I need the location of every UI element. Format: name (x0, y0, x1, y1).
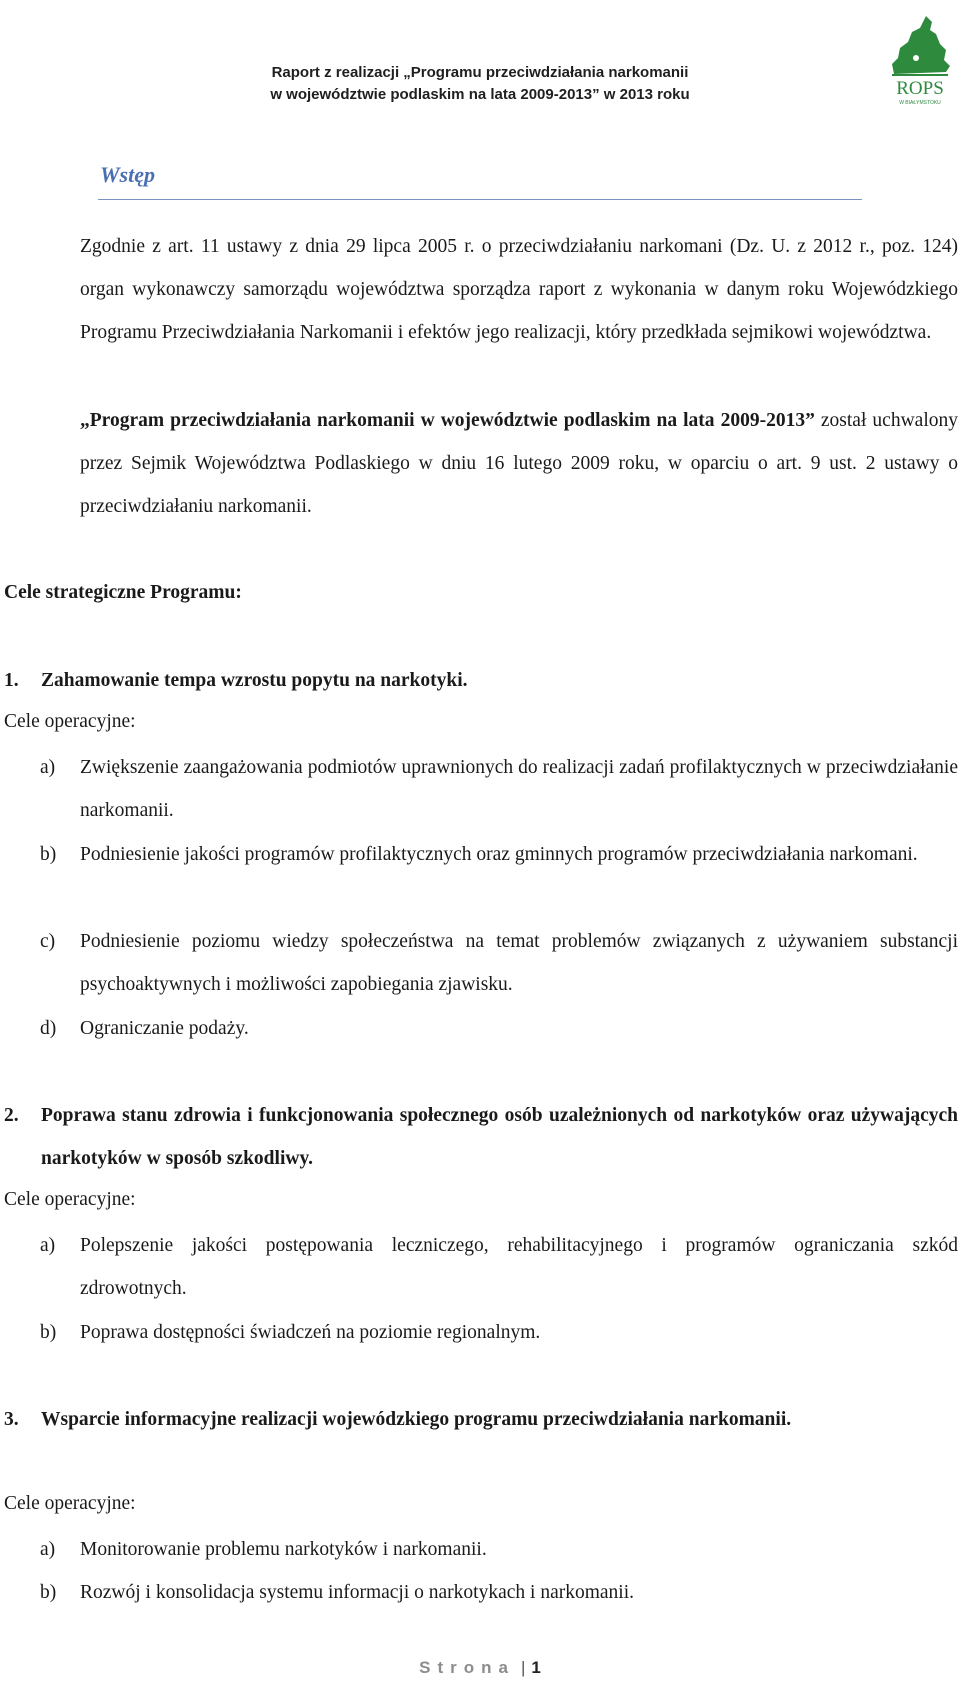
document-header (0, 62, 960, 106)
item-marker: a) (40, 757, 56, 778)
goal-1-item-c (40, 920, 958, 1006)
page-footer (0, 1658, 960, 1678)
logo-text: ROPS (896, 78, 944, 99)
item-text: Poprawa dostępności świadczeń na poziomie regionalnym. (80, 1322, 541, 1343)
item-text: Podniesienie jakości programów profilaktycznych oraz gminnych programów przeciwdziałania narkomani. (80, 844, 918, 865)
item-text: Monitorowanie problemu narkotyków i narkomanii. (80, 1539, 487, 1560)
item-text: Polepszenie jakości postępowania leczniczego, rehabilitacyjnego i programów ograniczania szkód zdrowotnych. (80, 1235, 958, 1299)
item-text: Zwiększenie zaangażowania podmiotów uprawnionych do realizacji zadań profilaktycznych w przeciwdziałanie narkomanii. (80, 757, 958, 821)
goal-3-title: Wsparcie informacyjne realizacji wojewódzkiego programu przeciwdziałania narkomanii. (41, 1409, 792, 1430)
item-marker: b) (40, 844, 57, 865)
item-marker: b) (40, 1322, 57, 1343)
header-line-1: Raport z realizacji „Programu przeciwdziałania narkomanii (271, 64, 689, 81)
goal-1-item-d (40, 1007, 958, 1050)
strategic-goal-3 (4, 1398, 958, 1441)
item-marker: d) (40, 1018, 57, 1039)
goal-1-item-b (40, 833, 958, 876)
strategic-goals-heading: Cele strategiczne Programu: (4, 582, 242, 603)
item-marker: b) (40, 1582, 57, 1603)
goal-3-item-a (40, 1528, 958, 1571)
operational-goals-label-2: Cele operacyjne: (4, 1189, 136, 1210)
goal-2-item-a (40, 1224, 958, 1310)
item-marker: a) (40, 1539, 56, 1560)
goal-2-title: Poprawa stanu zdrowia i funkcjonowania społecznego osób uzależnionych od narkotyków oraz używających narkotyków w sposób szkodliwy. (41, 1105, 958, 1169)
item-text: Podniesienie poziomu wiedzy społeczeństwa na temat problemów związanych z używaniem substancji psychoaktywnych i możliwości zapobiegania zjawisku. (80, 931, 958, 995)
program-adoption-text: został uchwalony przez Sejmik Województwa Podlaskiego w dniu 16 lutego 2009 roku, w oparciu o art. 9 ust. 2 ustawy o przeciwdziałaniu narkomanii. (80, 410, 958, 517)
rops-logo (886, 14, 954, 110)
item-marker: c) (40, 931, 56, 952)
header-line-2: w województwie podlaskim na lata 2009-2013” w 2013 roku (270, 86, 690, 103)
item-marker: a) (40, 1235, 56, 1256)
intro-paragraph-2 (4, 399, 958, 528)
operational-goals-label-1: Cele operacyjne: (4, 711, 136, 732)
logo-subtext: W BIAŁYMSTOKU (899, 100, 941, 106)
goal-3-item-b (40, 1571, 958, 1614)
item-text: Rozwój i konsolidacja systemu informacji o narkotykach i narkomanii. (80, 1582, 634, 1603)
intro-paragraph-1-text: Zgodnie z art. 11 ustawy z dnia 29 lipca 2005 r. o przeciwdziałaniu narkomani (Dz. U. z 2012 r., poz. 124) organ wykonawczy samorządu województwa sporządza raport z wykonania w danym roku Wojewódzkiego Programu Przeciwdziałania Narkomanii i efektów jego realizacji, który przedkłada sejmikowi województwa. (80, 236, 958, 343)
section-title: Wstęp (100, 162, 155, 187)
item-text: Ograniczanie podaży. (80, 1018, 249, 1039)
goal-2-number: 2. (4, 1105, 19, 1126)
goal-3-number: 3. (4, 1409, 19, 1430)
intro-paragraph-1 (4, 225, 958, 354)
footer-separator: | (520, 1658, 526, 1677)
goal-1-title: Zahamowanie tempa wzrostu popytu na narkotyki. (41, 670, 468, 691)
operational-goals-label-3: Cele operacyjne: (4, 1493, 136, 1514)
footer-page-label: Strona (419, 1658, 515, 1677)
footer-page-number: 1 (531, 1658, 541, 1677)
strategic-goal-2 (4, 1094, 958, 1180)
strategic-goal-1 (4, 659, 958, 702)
program-name: „Program przeciwdziałania narkomanii w województwie podlaskim na lata 2009-2013” (80, 410, 815, 431)
intro-paragraph-2-text (4, 399, 958, 528)
goal-1-number: 1. (4, 670, 19, 691)
goal-1-item-a (40, 746, 958, 832)
title-divider (98, 199, 862, 200)
goal-2-item-b (40, 1311, 958, 1354)
